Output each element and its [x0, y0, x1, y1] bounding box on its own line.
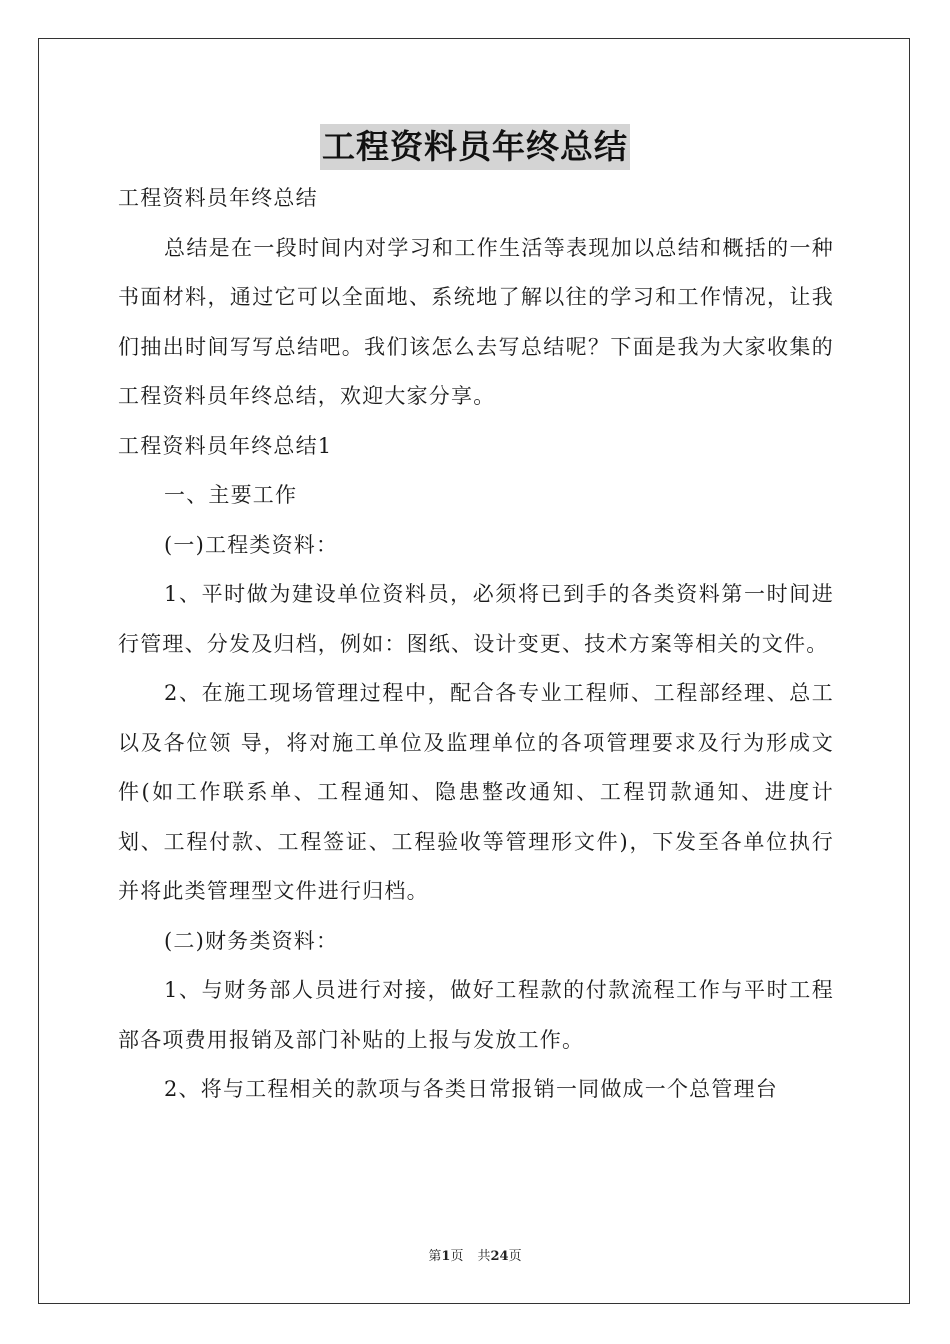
total-prefix: 共 — [477, 1249, 491, 1264]
page-suffix: 页 — [450, 1249, 464, 1264]
page-footer — [0, 1248, 950, 1266]
document-title: 工程资料员年终总结 — [320, 124, 630, 170]
body-paragraph: 1、平时做为建设单位资料员，必须将已到手的各类资料第一时间进行管理、分发及归档，例如：图纸、设计变更、技术方案等相关的文件。 — [118, 582, 834, 656]
intro-paragraph: 总结是在一段时间内对学习和工作生活等表现加以总结和概括的一种书面材料，通过它可以全面地、系统地了解以往的学习和工作情况，让我们抽出时间写写总结吧。我们该怎么去写总结呢？下面是我为大家收集的工程资料员年终总结，欢迎大家分享。 — [118, 235, 834, 408]
current-page-number: 1 — [441, 1249, 451, 1264]
document-body — [118, 174, 834, 1115]
subheading-finance-docs: (二)财务类资料： — [164, 928, 339, 953]
total-page-count: 24 — [490, 1249, 509, 1264]
title-container — [0, 124, 950, 170]
page-prefix: 第 — [428, 1249, 442, 1264]
total-suffix: 页 — [508, 1249, 522, 1264]
subtitle-paragraph: 工程资料员年终总结 — [118, 186, 318, 210]
subheading-engineering-docs: (一)工程类资料： — [164, 532, 339, 557]
body-paragraph: 2、将与工程相关的款项与各类日常报销一同做成一个总管理台 — [164, 1077, 778, 1101]
body-paragraph: 2、在施工现场管理过程中，配合各专业工程师、工程部经理、总工以及各位领 导，将对施工单位及监理单位的各项管理要求及行为形成文件(如工作联系单、工程通知、隐患整改通知、工程罚款通知、进度计划、工程付款、工程签证、工程验收等管理形文件)，下发至各单位执行并将此类管理型文件进行归档。 — [118, 681, 834, 903]
subheading-main-work: 一、主要工作 — [164, 483, 298, 507]
body-paragraph: 1、与财务部人员进行对接，做好工程款的付款流程工作与平时工程部各项费用报销及部门补贴的上报与发放工作。 — [118, 978, 834, 1052]
section-heading: 工程资料员年终总结1 — [118, 433, 333, 458]
